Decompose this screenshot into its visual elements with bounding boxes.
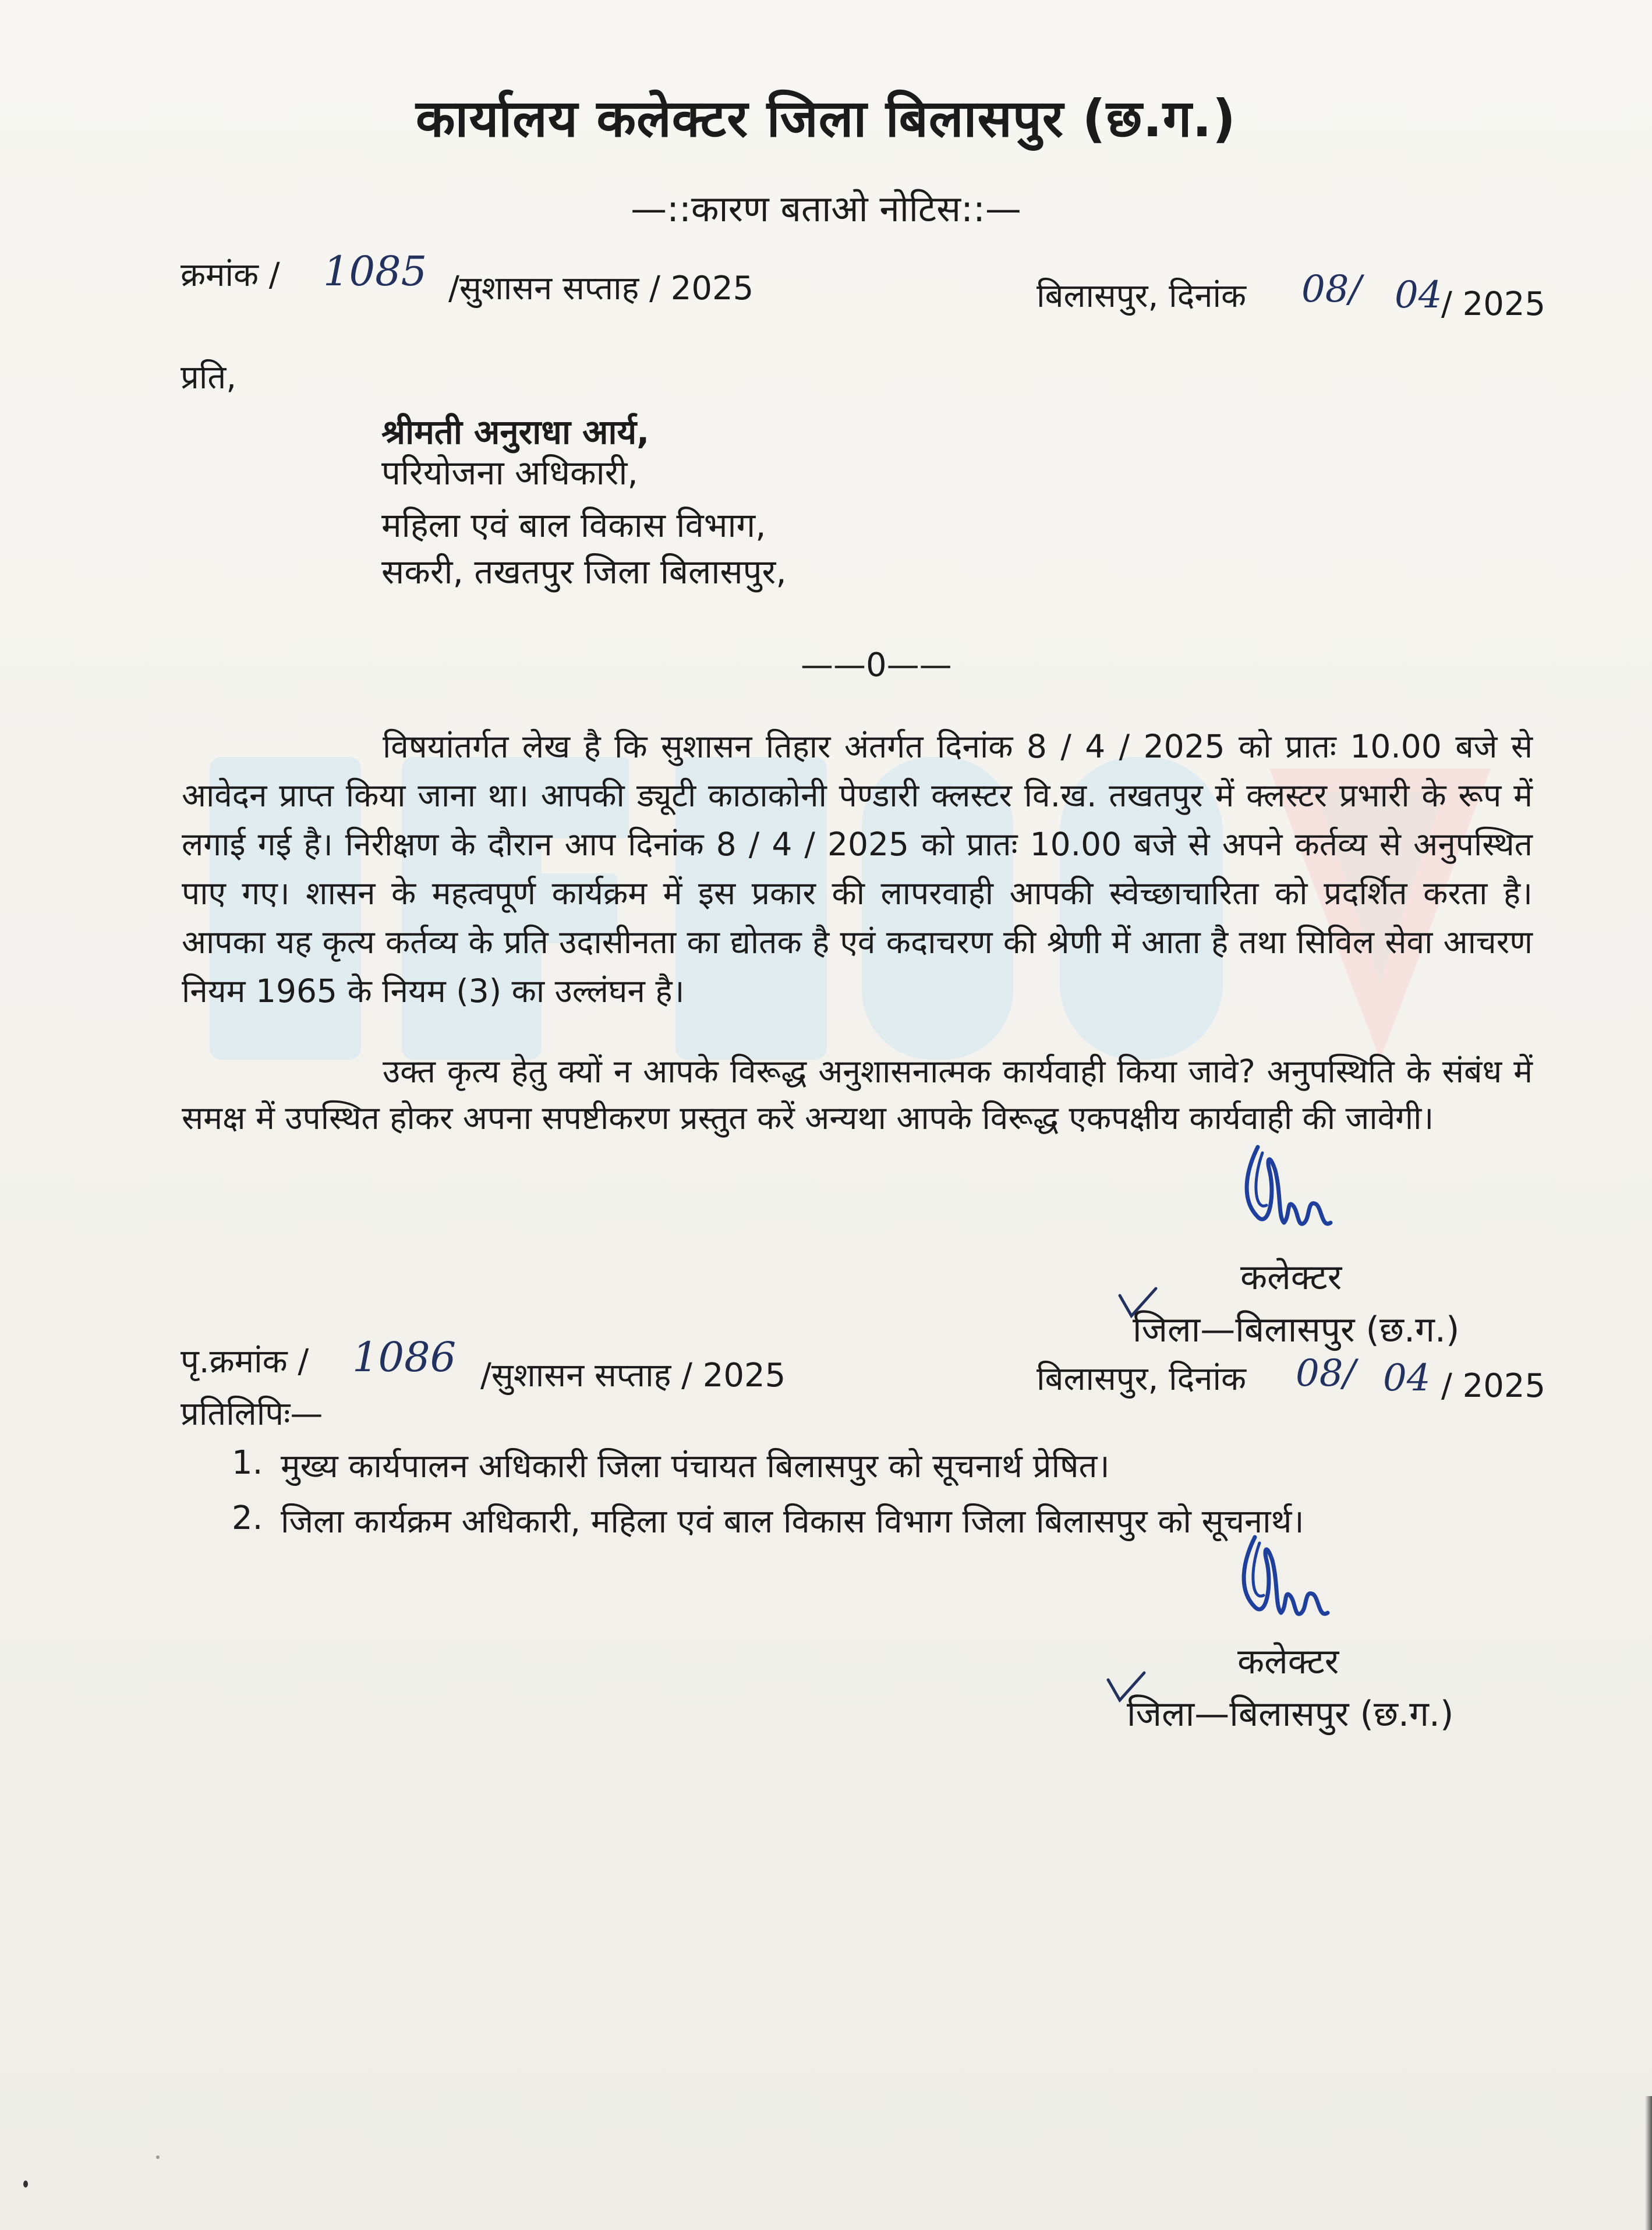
notice-subtitle: —::कारण बताओ नोटिस::—	[631, 187, 1021, 230]
ref-number-handwritten: 1085	[323, 247, 427, 295]
signature-2-district: जिला—बिलासपुर (छ.ग.)	[1127, 1694, 1454, 1735]
date-day-handwritten: 08/	[1301, 268, 1361, 311]
date2-place-label: बिलासपुर, दिनांक	[1037, 1360, 1246, 1398]
date2-day-handwritten: 08/	[1296, 1352, 1356, 1395]
scan-speck	[23, 2181, 28, 2187]
body-paragraph-2: उक्त कृत्य हेतु क्यों न आपके विरूद्ध अनुशासनात्मक कार्यवाही किया जावे? अनुपस्थिति के संबंध में समक्ष में उपस्थित होकर अपना सपष्टीकरण प्रस्तुत करें अन्यथा आपके विरूद्ध एकपक्षीय कार्यवाही की जावेगी।	[182, 1053, 1533, 1137]
recipient-designation: परियोजना अधिकारी,	[381, 453, 638, 493]
scan-speck	[156, 2155, 160, 2159]
separator: ——0——	[801, 646, 952, 684]
signature-1-designation: कलेक्टर	[1240, 1257, 1342, 1298]
date2-year: / 2025	[1441, 1367, 1546, 1405]
signature-2-designation: कलेक्टर	[1237, 1641, 1339, 1682]
body-paragraph-1: विषयांतर्गत लेख है कि सुशासन तिहार अंतर्गत दिनांक 8 / 4 / 2025 को प्रातः 10.00 बजे से आवेदन प्राप्त किया जाना था। आपकी ड्यूटी काठाकोनी पेण्डारी क्लस्टर वि.ख. तखतपुर में क्लस्टर प्रभारी के रूप में लगाई गई है। निरीक्षण के दौरान आप दिनांक 8 / 4 / 2025 को प्रातः 10.00 बजे से अपने कर्तव्य से अनुपस्थित पाए गए। शासन के महत्वपूर्ण कार्यक्रम में इस प्रकार की लापरवाही आपकी स्वेच्छाचारिता को प्रदर्शित करता है। आपका यह कृत्य कर्तव्य के प्रति उदासीनता का द्योतक है एवं कदाचरण की श्रेणी में आता है तथा सिविल सेवा आचरण नियम 1965 के नियम (3) का उल्लंघन है।	[182, 728, 1533, 1010]
date-place-label: बिलासपुर, दिनांक	[1037, 277, 1246, 315]
date2-month-handwritten: 04	[1383, 1357, 1431, 1400]
date-month-handwritten: 04	[1395, 274, 1442, 317]
ref-suffix: /सुशासन सप्ताह / 2025	[448, 270, 754, 307]
copy-item-2-text: जिला कार्यक्रम अधिकारी, महिला एवं बाल विकास विभाग जिला बिलासपुर को सूचनार्थ।	[281, 1503, 1304, 1541]
signature-1	[1234, 1135, 1351, 1246]
signature-2	[1232, 1525, 1348, 1636]
scan-edge-shadow	[1645, 2096, 1652, 2230]
office-title: कार्यालय कलेक्टर जिला बिलासपुर (छ.ग.)	[415, 89, 1237, 148]
date-year: / 2025	[1441, 285, 1546, 323]
copy-item-2-num: 2.	[232, 1499, 263, 1537]
copy-item-1-text: मुख्य कार्यपालन अधिकारी जिला पंचायत बिलासपुर को सूचनार्थ प्रेषित।	[281, 1447, 1110, 1485]
recipient-department: महिला एवं बाल विकास विभाग,	[381, 505, 766, 545]
ref-prefix: क्रमांक /	[181, 256, 280, 294]
prati-label: प्रति,	[181, 359, 237, 397]
signature-1-district: जिला—बिलासपुर (छ.ग.)	[1133, 1309, 1460, 1350]
copy-label: प्रतिलिपिः—	[181, 1395, 323, 1433]
ref2-suffix: /सुशासन सप्ताह / 2025	[480, 1357, 786, 1394]
recipient-name: श्रीमती अनुराधा आर्य,	[381, 412, 650, 452]
ref2-number-handwritten: 1086	[352, 1333, 457, 1381]
ref2-prefix: पृ.क्रमांक /	[181, 1343, 309, 1381]
copy-item-1-num: 1.	[232, 1444, 263, 1482]
recipient-location: सकरी, तखतपुर जिला बिलासपुर,	[381, 552, 787, 592]
